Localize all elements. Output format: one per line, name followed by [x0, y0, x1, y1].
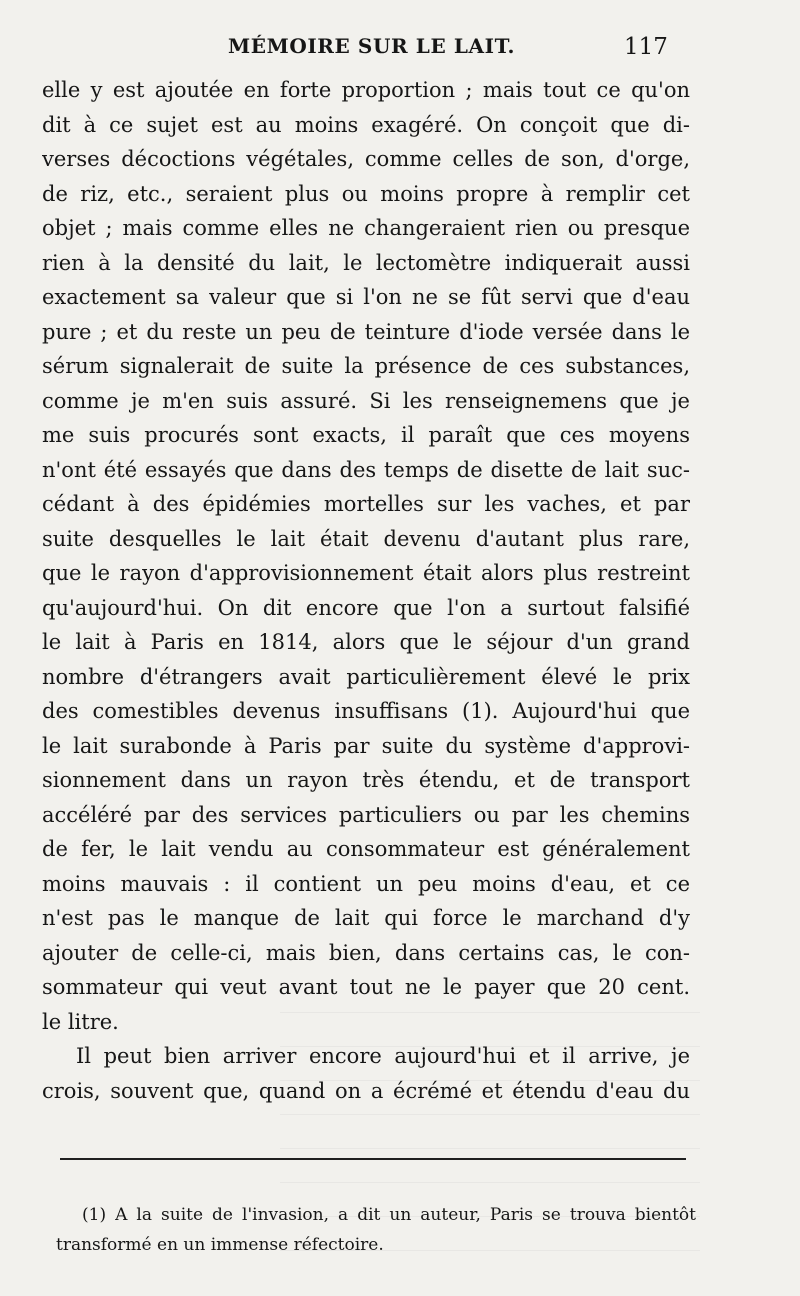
text-line: accéléré par des services particuliers ou par les chemins — [42, 802, 690, 827]
text-line: le lait surabonde à Paris par suite du système d'approvi- — [42, 733, 690, 758]
text-line: ajouter de celle-ci, mais bien, dans certains cas, le con- — [42, 940, 690, 965]
text-line: me suis procurés sont exacts, il paraît que ces moyens — [42, 423, 690, 447]
text-line: cédant à des épidémies mortelles sur les vaches, et par — [42, 492, 690, 516]
text-line: crois, souvent que, quand on a écrémé et étendu d'eau du — [42, 1078, 690, 1103]
text-line: nombre d'étrangers avait particulièrement élevé le prix — [42, 664, 690, 689]
footnote-line: transformé en un immense réfectoire. — [56, 1235, 384, 1255]
running-head: MÉMOIRE SUR LE LAIT. — [228, 34, 516, 58]
page-header — [0, 34, 800, 74]
text-line: qu'aujourd'hui. On dit encore que l'on a surtout falsifié — [42, 595, 690, 620]
text-line: Il peut bien arriver encore aujourd'hui et il arrive, je — [76, 1044, 690, 1068]
text-line: des comestibles devenus insuffisans (1). Aujourd'hui que — [42, 699, 690, 723]
page-number: 117 — [624, 34, 668, 60]
text-line: de riz, etc., seraient plus ou moins propre à remplir cet — [42, 181, 690, 206]
text-line: que le rayon d'approvisionnement était alors plus restreint — [42, 561, 690, 585]
text-line: rien à la densité du lait, le lectomètre indiquerait aussi — [42, 250, 690, 275]
main-text — [42, 73, 690, 1108]
text-line: comme je m'en suis assuré. Si les renseignemens que je — [42, 388, 690, 413]
footnote — [56, 1200, 696, 1260]
footnote-line: (1) A la suite de l'invasion, a dit un auteur, Paris se trouva bientôt — [82, 1205, 696, 1225]
text-line: sommateur qui veut avant tout ne le payer que 20 cent. — [42, 975, 690, 999]
text-line: sérum signalerait de suite la présence de ces substances, — [42, 354, 690, 378]
text-line: moins mauvais : il contient un peu moins d'eau, et ce — [42, 871, 690, 896]
text-line: elle y est ajoutée en forte proportion ; mais tout ce qu'on — [42, 78, 690, 102]
text-line: le litre. — [42, 1009, 119, 1034]
text-line: pure ; et du reste un peu de teinture d'iode versée dans le — [42, 319, 690, 344]
text-line: de fer, le lait vendu au consommateur est généralement — [42, 837, 690, 861]
text-line: n'ont été essayés que dans des temps de disette de lait suc- — [42, 457, 690, 482]
text-line: exactement sa valeur que si l'on ne se fût servi que d'eau — [42, 285, 690, 309]
text-line: verses décoctions végétales, comme celles de son, d'orge, — [42, 147, 690, 171]
text-line: n'est pas le manque de lait qui force le marchand d'y — [42, 906, 690, 930]
text-line: sionnement dans un rayon très étendu, et de transport — [42, 768, 690, 792]
footnote-rule — [60, 1158, 686, 1160]
text-line: le lait à Paris en 1814, alors que le séjour d'un grand — [42, 630, 690, 654]
text-line: dit à ce sujet est au moins exagéré. On conçoit que di- — [42, 112, 690, 137]
text-line: suite desquelles le lait était devenu d'autant plus rare, — [42, 526, 690, 551]
text-line: objet ; mais comme elles ne changeraient rien ou presque — [42, 216, 690, 240]
